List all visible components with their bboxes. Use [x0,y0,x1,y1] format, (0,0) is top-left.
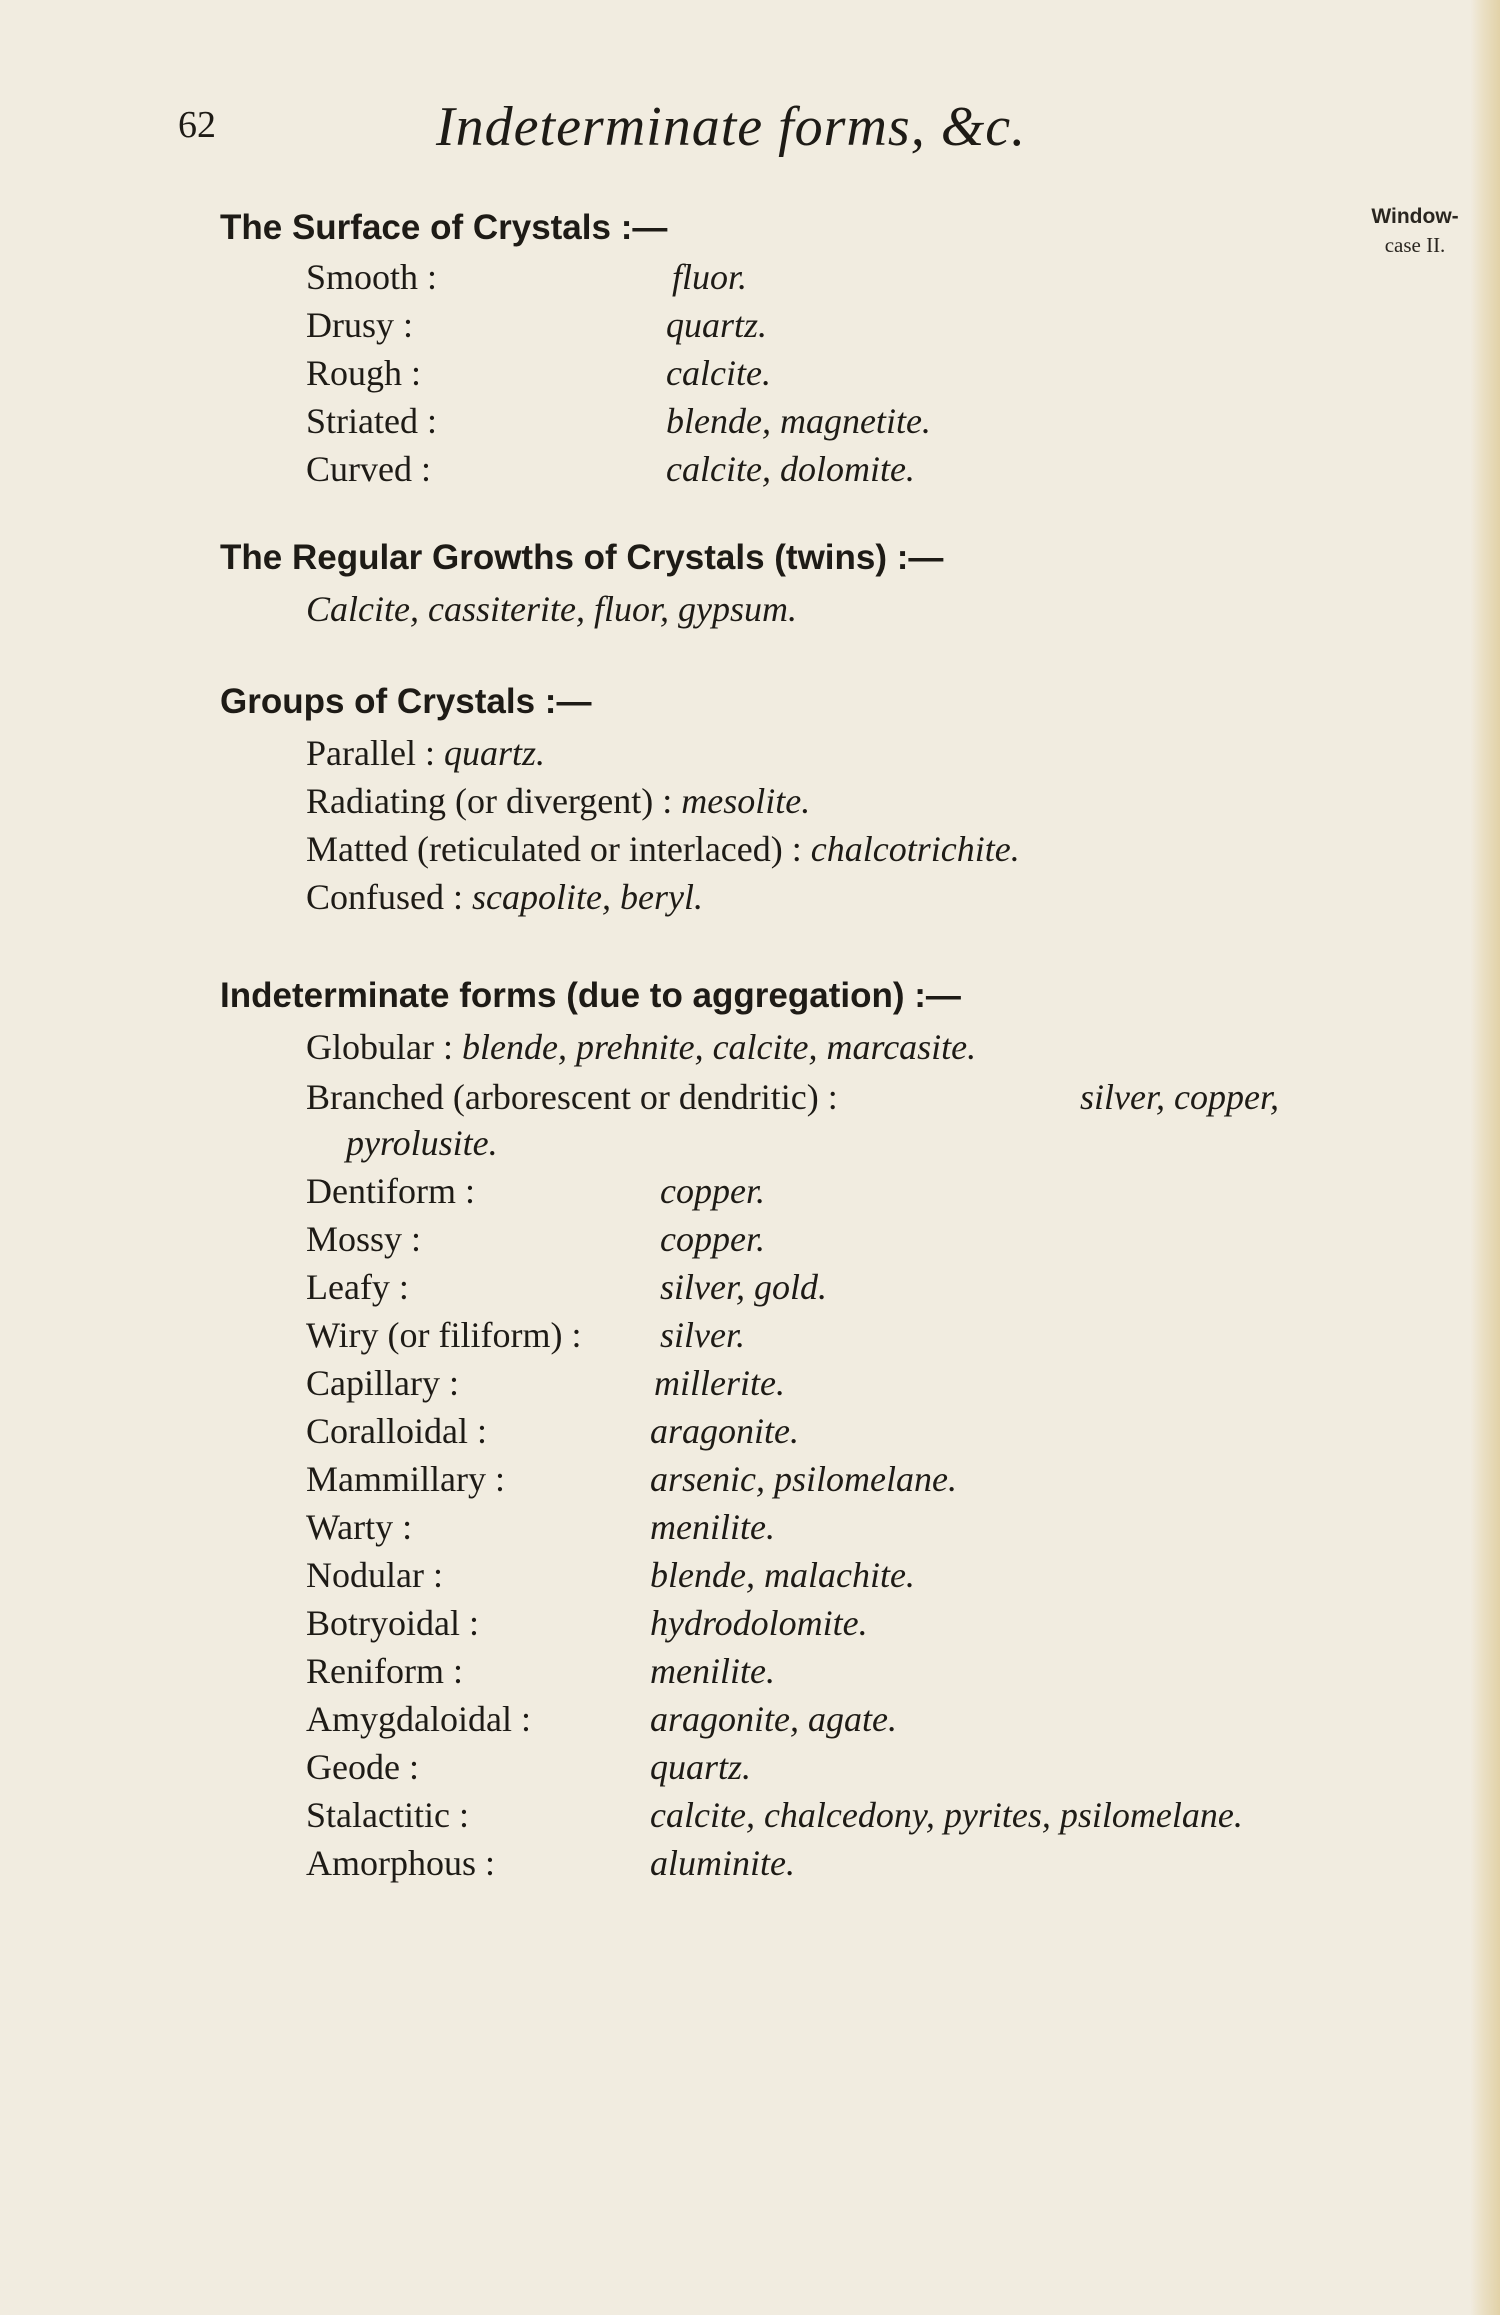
group-example: quartz. [443,733,545,773]
group-term: Radiating (or divergent) : [306,781,673,821]
form-term: Reniform : [306,1651,463,1691]
page-number: 62 [178,104,216,146]
group-example: scapolite, beryl. [472,877,703,917]
list-item [306,1026,976,1068]
form-term: Botryoidal : [306,1603,479,1643]
surface-example: calcite. [666,353,771,393]
form-term: Wiry (or filiform) : [306,1315,582,1355]
form-example: aragonite, agate. [650,1699,897,1739]
group-term: Confused : [306,877,463,917]
form-term: Geode : [306,1747,419,1787]
form-example: blende, prehnite, calcite, marcasite. [461,1027,977,1067]
form-example: silver. [660,1315,745,1355]
list-item [306,876,703,918]
form-term: Coralloidal : [306,1411,487,1451]
group-term: Matted (reticulated or interlaced) : [306,829,802,869]
form-term: Amorphous : [306,1843,495,1883]
page-spine-shadow [1470,0,1500,2315]
form-term: Mammillary : [306,1459,505,1499]
surface-example: blende, magnetite. [666,401,931,441]
form-term: Warty : [306,1507,413,1547]
form-example: aragonite. [650,1411,799,1451]
form-term: Globular : [306,1027,453,1067]
running-title: Indeterminate forms, &c. [436,96,1027,158]
form-example: blende, malachite. [650,1555,915,1595]
surface-example: calcite, dolomite. [666,449,915,489]
section-heading-surface: The Surface of Crystals :— [220,208,668,247]
surface-example: quartz. [666,305,768,345]
group-example: chalcotrichite. [810,829,1020,869]
form-example: calcite, chalcedony, pyrites, psilomelane. [650,1795,1243,1835]
form-term: Amygdaloidal : [306,1699,531,1739]
form-term: Capillary : [306,1363,459,1403]
margin-note [1350,203,1480,259]
form-term: Mossy : [306,1219,422,1259]
form-example: menilite. [650,1651,775,1691]
form-term: Dentiform : [306,1171,475,1211]
form-term: Branched (arborescent or dendritic) : [306,1077,838,1117]
surface-term: Rough : [306,353,422,393]
twins-examples: Calcite, cassiterite, fluor, gypsum. [306,589,797,629]
list-item [306,780,810,822]
form-example: copper. [660,1171,765,1211]
form-example-continued: pyrolusite. [346,1123,498,1163]
group-example: mesolite. [681,781,811,821]
margin-note-line2: case II. [1384,233,1446,257]
section-heading-groups: Groups of Crystals :— [220,682,592,721]
list-item [306,732,545,774]
page-header [0,95,1500,165]
form-example: silver, copper, [1080,1077,1279,1117]
form-example: millerite. [654,1363,785,1403]
section-heading-twins: The Regular Growths of Crystals (twins) :— [220,538,944,577]
margin-note-line1: Window- [1371,205,1459,228]
surface-term: Drusy : [306,305,413,345]
form-term: Leafy : [306,1267,409,1307]
group-term: Parallel : [306,733,435,773]
surface-term: Smooth : [306,257,438,297]
form-term: Stalactitic : [306,1795,469,1835]
form-term: Nodular : [306,1555,443,1595]
surface-term: Curved : [306,449,431,489]
form-example: aluminite. [650,1843,795,1883]
form-example: menilite. [650,1507,775,1547]
section-heading-indeterminate: Indeterminate forms (due to aggregation) :— [220,976,961,1015]
surface-example: fluor. [672,257,748,297]
form-example: quartz. [650,1747,752,1787]
surface-term: Striated : [306,401,437,441]
form-example: hydrodolomite. [650,1603,868,1643]
form-example: arsenic, psilomelane. [650,1459,957,1499]
form-example: silver, gold. [660,1267,827,1307]
form-example: copper. [660,1219,765,1259]
list-item [306,828,1020,870]
